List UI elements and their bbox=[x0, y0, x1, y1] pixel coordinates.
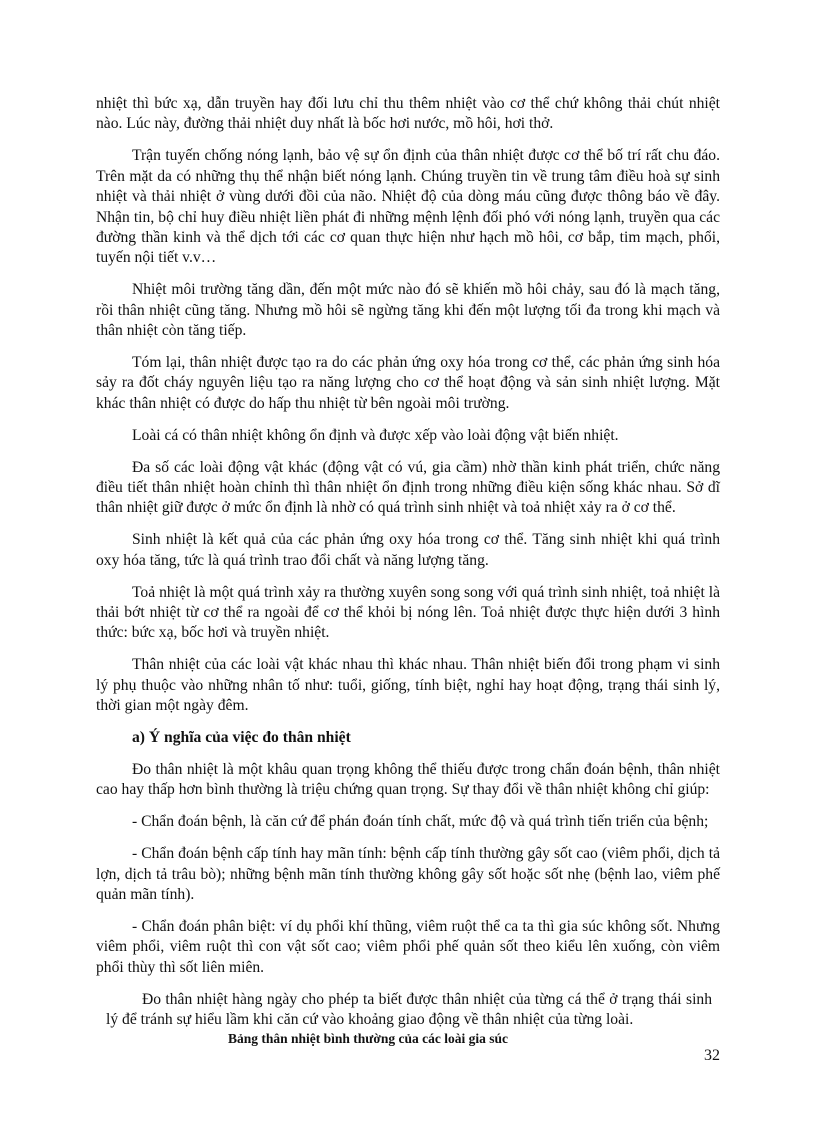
paragraph-other-animals: Đa số các loài động vật khác (động vật có vú, gia cầm) nhờ thần kinh phát triển, chức năng điều tiết thân nhiệt hoàn chỉnh thì thân nhiệt ổn định trong những điều kiện sống khác nhau. Sở dĩ thân nhiệt giữ được ở mức ổn định là nhờ có quá trình sinh nhiệt và toả nhiệt xảy ra ở cơ thể. bbox=[96, 458, 720, 517]
paragraph-daily-measurement: Đo thân nhiệt hàng ngày cho phép ta biết được thân nhiệt của từng cá thể ở trạng thái sinh lý để tránh sự hiểu lầm khi căn cứ vào khoảng giao động về thân nhiệt của từng loài. bbox=[106, 990, 712, 1029]
list-item-acute-chronic: - Chẩn đoán bệnh cấp tính hay mãn tính: bệnh cấp tính thường gây sốt cao (viêm phổi, dịch tả lợn, dịch tả trâu bò); những bệnh mãn tính thường không gây sốt hoặc sốt nhẹ (bệnh lao, viêm phế quản mãn tính). bbox=[96, 845, 720, 903]
section-heading: a) Ý nghĩa của việc đo thân nhiệt bbox=[132, 729, 351, 747]
paragraph-fish: Loài cá có thân nhiệt không ổn định và được xếp vào loài động vật biến nhiệt. bbox=[132, 426, 619, 444]
paragraph-environment-heat: Nhiệt môi trường tăng dần, đến một mức nào đó sẽ khiến mồ hôi chảy, sau đó là mạch tăng, rồi thân nhiệt cũng tăng. Nhưng mồ hôi sẽ ngừng tăng khi đến một lượng tối đa trong khi mạch và thân nhiệt còn tăng tiếp. bbox=[96, 281, 720, 340]
paragraph-summary: Tóm lại, thân nhiệt được tạo ra do các phản ứng oxy hóa trong cơ thể, các phản ứng sinh hóa sảy ra đốt cháy nguyên liệu tạo ra năng lượng cho cơ thể hoạt động và sản sinh nhiệt lượng. Mặt khác thân nhiệt có được do hấp thu nhiệt từ bên ngoài môi trường. bbox=[96, 353, 720, 412]
list-item-diagnosis: - Chẩn đoán bệnh, là căn cứ để phán đoán tính chất, mức độ và quá trình tiến triển của bệnh; bbox=[132, 813, 709, 831]
page-number: 32 bbox=[704, 1047, 720, 1064]
paragraph-species-variation: Thân nhiệt của các loài vật khác nhau thì khác nhau. Thân nhiệt biến đổi trong phạm vi sinh lý phụ thuộc vào những nhân tố như: tuổi, giống, tính biệt, nghỉ hay hoạt động, trạng thái sinh lý, thời gian một ngày đêm. bbox=[96, 656, 720, 715]
paragraph-heat-dissipation: Toả nhiệt là một quá trình xảy ra thường xuyên song song với quá trình sinh nhiệt, toả nhiệt là thải bớt nhiệt từ cơ thể ra ngoài để cơ thể khỏi bị nóng lên. Toả nhiệt được thực hiện dưới 3 hình thức: bức xạ, bốc hơi và truyền nhiệt. bbox=[96, 583, 720, 642]
paragraph-continuation: nhiệt thì bức xạ, dẫn truyền hay đối lưu chỉ thu thêm nhiệt vào cơ thể chứ không thải chút nhiệt nào. Lúc này, đường thải nhiệt duy nhất là bốc hơi nước, mồ hôi, hơi thở. bbox=[96, 95, 720, 133]
paragraph-measurement-importance: Đo thân nhiệt là một khâu quan trọng không thể thiếu được trong chẩn đoán bệnh, thân nhiệt cao hay thấp hơn bình thường là triệu chứng quan trọng. Sự thay đổi về thân nhiệt không chỉ giúp: bbox=[96, 760, 720, 799]
document-page bbox=[96, 94, 720, 1047]
paragraph-thermal-defense: Trận tuyến chống nóng lạnh, bảo vệ sự ổn định của thân nhiệt được cơ thể bố trí rất chu đáo. Trên mặt da có những thụ thể nhận biết nóng lạnh. Chúng truyền tin về trung tâm điều hoà sự sinh nhiệt và thải nhiệt ở vùng dưới đồi của não. Nhiệt độ của dòng máu cũng được thông báo về đây. Nhận tin, bộ chỉ huy điều nhiệt liền phát đi những mệnh lệnh đối phó với nóng lạnh, truyền qua các đường thần kinh và thể dịch tới các cơ quan thực hiện như hạch mồ hôi, cơ bắp, tim mạch, phổi, tuyến nội tiết v.v… bbox=[96, 147, 720, 267]
list-item-differential: - Chẩn đoán phân biệt: ví dụ phổi khí thũng, viêm ruột thể ca ta thì gia súc không sốt. Nhưng viêm phổi, viêm ruột thì con vật sốt cao; viêm phổi phế quản sốt theo kiểu lên xuống, còn viêm phổi thùy thì sốt liên miên. bbox=[96, 917, 720, 976]
table-caption: Bảng thân nhiệt bình thường của các loài gia súc bbox=[227, 1031, 508, 1047]
paragraph-heat-production: Sinh nhiệt là kết quả của các phản ứng oxy hóa trong cơ thể. Tăng sinh nhiệt khi quá trình oxy hóa tăng, tức là quá trình trao đổi chất và năng lượng tăng. bbox=[96, 531, 720, 569]
